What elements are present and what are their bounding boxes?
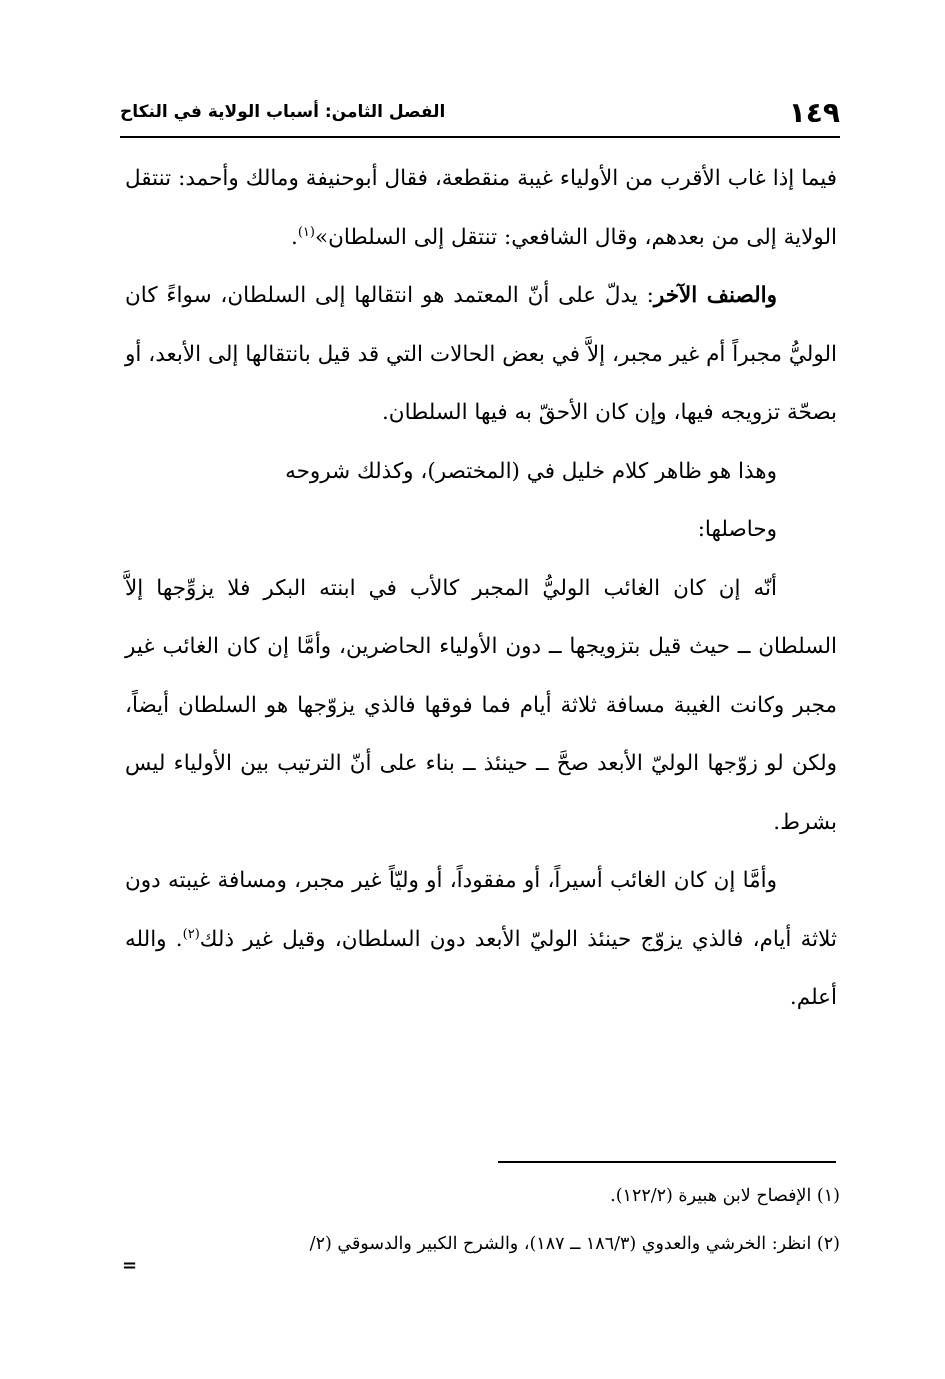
running-title: الفصل الثامن: أسباب الولاية في النكاح [120,102,446,122]
paragraph-2-text: : يدلّ على أنّ المعتمد هو انتقالها إلى السلطان، سواءً كان الوليُّ مجبراً أم غير مجبر، إلاَّ في بعض الحالات التي قد قيل بانتقالها إلى الأبعد، أو بصحّة تزويجه فيها، وإن كان الأحقّ به فيها السلطان. [125,283,837,425]
paragraph-1-text: فيما إذا غاب الأقرب من الأولياء غيبة منقطعة، فقال أبوحنيفة ومالك وأحمد: تنتقل الولاية إلى من بعدهم، وقال الشافعي: تنتقل إلى السلطان» [125,166,837,250]
footnote-ref-2: (٢) [182,926,200,942]
paragraph-5: أنّه إن كان الغائب الوليُّ المجبر كالأب في ابنته البكر فلا يزوِّجها إلاَّ السلطان ــ حيث قيل بتزويجها ــ دون الأولياء الحاضرين، وأمَّا إن كان الغائب غير مجبر وكانت الغيبة مسافة ثلاثة أيام فما فوقها فالذي يزوّجها هو السلطان أيضاً، ولكن لو زوّجها الوليّ الأبعد صحَّ ــ حينئذ ــ بناء على أنّ الترتيب بين الأولياء ليس بشرط. [125,575,837,835]
header-divider [120,136,840,138]
paragraph-4: وحاصلها: [697,517,777,542]
main-text [125,150,837,1028]
footnote-ref-1: (١) [297,224,315,240]
paragraph-2 [125,267,837,443]
page-header [120,92,840,132]
footnote-1: (١) الإفصاح لابن هبيرة (١٢٢/٢). [610,1186,840,1206]
footnote-divider [498,1161,836,1163]
footnote-2: (٢) انظر: الخرشي والعدوي (١٨٦/٣ ــ ١٨٧)، والشرح الكبير والدسوقي (٢/ [309,1234,840,1254]
paragraph-3: وهذا هو ظاهر كلام خليل في (المختصر)، وكذلك شروحه [285,458,777,484]
paragraph-6-end: . والله أعلم. [125,926,837,1010]
continuation-mark: = [122,1255,138,1276]
paragraph-6 [125,852,837,1028]
page-number: ١٤٩ [788,95,840,129]
paragraph-1-end: . [290,224,298,250]
paragraph-2-heading: والصنف الآخر [653,283,777,308]
paragraph-1 [125,150,837,267]
paragraph-6-text: وأمَّا إن كان الغائب أسيراً، أو مفقوداً، أو وليّاً غير مجبر، ومسافة غيبته دون ثلاثة أيام، فالذي يزوّج حينئذ الوليّ الأبعد دون السلطان، وقيل غير ذلك [125,868,837,952]
footnotes [130,1172,840,1268]
